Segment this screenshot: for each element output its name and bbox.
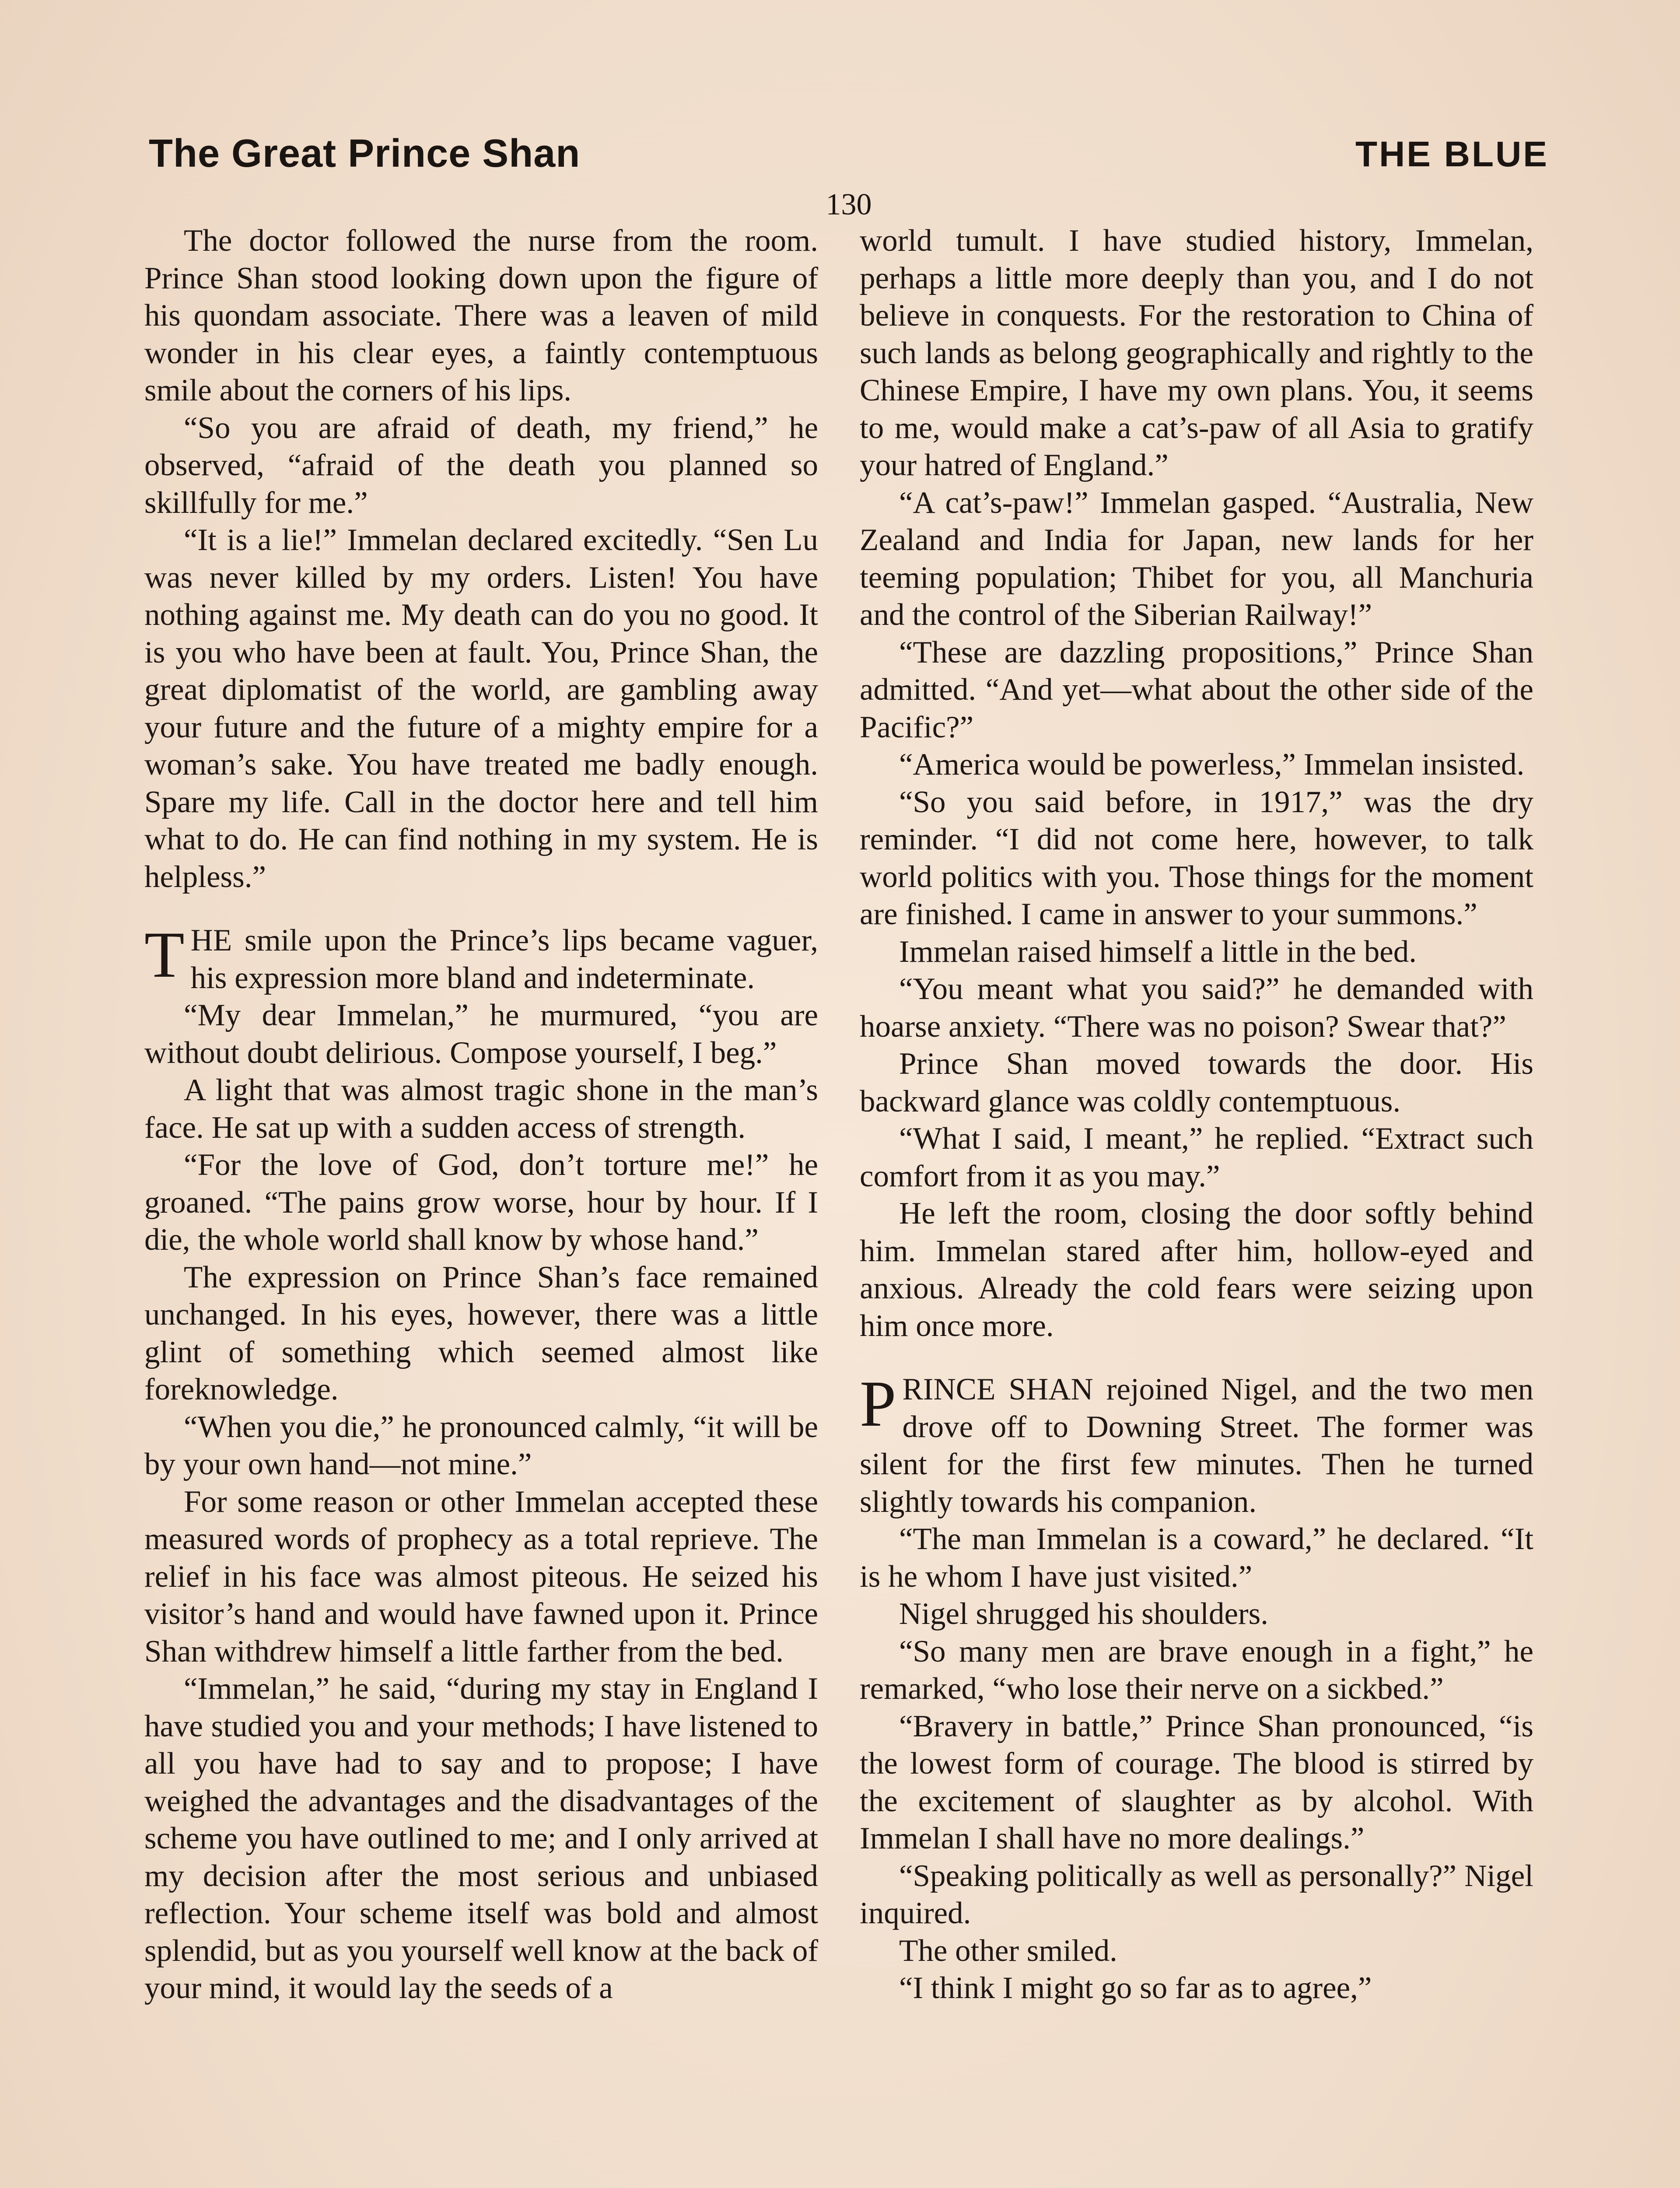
- paragraph: “America would be powerless,” Immelan insisted.: [899, 747, 1525, 782]
- running-header: [149, 131, 1549, 188]
- paragraph: A light that was almost tragic shone in the man’s face. He sat up with a sudden access of strength.: [144, 1073, 818, 1145]
- left-column: [144, 222, 818, 2007]
- section-start-text: RINCE SHAN rejoined Nigel, and the two men drove off to Downing Street. The former was silent for the first few minutes. Then he turned slightly towards his companion.: [860, 1372, 1533, 1519]
- paragraph: The other smiled.: [899, 1933, 1117, 1968]
- paragraph: He left the room, closing the door softly behind him. Immelan stared after him, hollow-eyed and anxious. Already the cold fears were seizing upon him once more.: [860, 1196, 1533, 1343]
- section-start-paragraph: [144, 919, 818, 997]
- paragraph: “For the love of God, don’t torture me!” he groaned. “The pains grow worse, hour by hour. If I die, the whole world shall know by whose hand.”: [144, 1148, 818, 1257]
- paragraph: “The man Immelan is a coward,” he declared. “It is he whom I have just visited.”: [860, 1522, 1533, 1594]
- section-start-paragraph: [860, 1368, 1533, 1521]
- paragraph: “What I said, I meant,” he replied. “Extract such comfort from it as you may.”: [860, 1122, 1533, 1193]
- paragraph: “A cat’s-paw!” Immelan gasped. “Australia, New Zealand and India for Japan, new lands for her teeming population; Thibet for you, all Manchuria and the control of the Siberian Railway!”: [860, 485, 1533, 632]
- paragraph: The expression on Prince Shan’s face remained unchanged. In his eyes, however, there was a little glint of something which seemed almost like foreknowledge.: [144, 1260, 818, 1406]
- paragraph: “Immelan,” he said, “during my stay in England I have studied you and your methods; I have listened to all you have had to say and to propose; I have weighed the advantages and the disadvantages of the scheme you have outlined to me; and I only arrived at my decision after the most serious and unbiased reflection. Your scheme itself was bold and almost splendid, but as you yourself well know at the back of your mind, it would lay the seeds of a: [144, 1672, 818, 2005]
- section-start-text: HE smile upon the Prince’s lips became vaguer, his expression more bland and indeterminate.: [190, 923, 818, 995]
- paragraph: For some reason or other Immelan accepted these measured words of prophecy as a total reprieve. The relief in his face was almost piteous. He seized his visitor’s hand and would have fawned upon it. Prince Shan withdrew himself a little farther from the bed.: [144, 1484, 818, 1669]
- paragraph: “My dear Immelan,” he murmured, “you are without doubt delirious. Compose yourself, I beg.”: [144, 998, 818, 1070]
- paragraph: Nigel shrugged his shoulders.: [899, 1597, 1269, 1631]
- paragraph: “These are dazzling propositions,” Prince Shan admitted. “And yet—what about the other side of the Pacific?”: [860, 635, 1533, 744]
- paragraph: “When you die,” he pronounced calmly, “it will be by your own hand—not mine.”: [144, 1410, 818, 1481]
- drop-cap: P: [860, 1368, 896, 1440]
- paragraph: “Bravery in battle,” Prince Shan pronounced, “is the lowest form of courage. The blood is stirred by the excitement of slaughter as by alcohol. With Immelan I shall have no more dealings.”: [860, 1709, 1533, 1855]
- paragraph: Immelan raised himself a little in the bed.: [899, 934, 1417, 969]
- paragraph: The doctor followed the nurse from the room. Prince Shan stood looking down upon the figure of his quondam associate. There was a leaven of mild wonder in his clear eyes, a faintly contemptuous smile about the corners of his lips.: [144, 224, 818, 407]
- paragraph: “So you said before, in 1917,” was the dry reminder. “I did not come here, however, to talk world politics with you. Those things for the moment are finished. I came in answer to your summons.”: [860, 785, 1533, 931]
- drop-cap: T: [144, 919, 185, 991]
- paragraph: “I think I might go so far as to agree,”: [899, 1971, 1372, 2005]
- paragraph: “Speaking politically as well as personally?” Nigel inquired.: [860, 1858, 1533, 1930]
- magazine-title: THE BLUE: [1355, 134, 1549, 174]
- page-number: 130: [826, 188, 872, 221]
- paragraph: “So you are afraid of death, my friend,” he observed, “afraid of the death you planned so skillfully for me.”: [144, 410, 818, 520]
- paragraph: world tumult. I have studied history, Immelan, perhaps a little more deeply than you, and I do not believe in conquests. For the restoration to China of such lands as belong geographically and rightly to the Chinese Empire, I have my own plans. You, it seems to me, would make a cat’s-paw of all Asia to gratify your hatred of England.”: [860, 224, 1533, 482]
- story-title: The Great Prince Shan: [149, 132, 581, 175]
- paragraph: “So many men are brave enough in a fight,” he remarked, “who lose their nerve on a sickbed.”: [860, 1634, 1533, 1706]
- right-column: [860, 222, 1533, 2007]
- paragraph: Prince Shan moved towards the door. His backward glance was coldly contemptuous.: [860, 1047, 1533, 1119]
- paragraph: “You meant what you said?” he demanded with hoarse anxiety. “There was no poison? Swear that?”: [860, 972, 1533, 1044]
- paragraph: “It is a lie!” Immelan declared excitedly. “Sen Lu was never killed by my orders. Listen! You have nothing against me. My death can do you no good. It is you who have been at fault. You, Prince Shan, the great diplomatist of the world, are gambling away your future and the future of a mighty empire for a woman’s sake. You have treated me badly enough. Spare my life. Call in the doctor here and tell him what to do. He can find nothing in my system. He is helpless.”: [144, 523, 818, 894]
